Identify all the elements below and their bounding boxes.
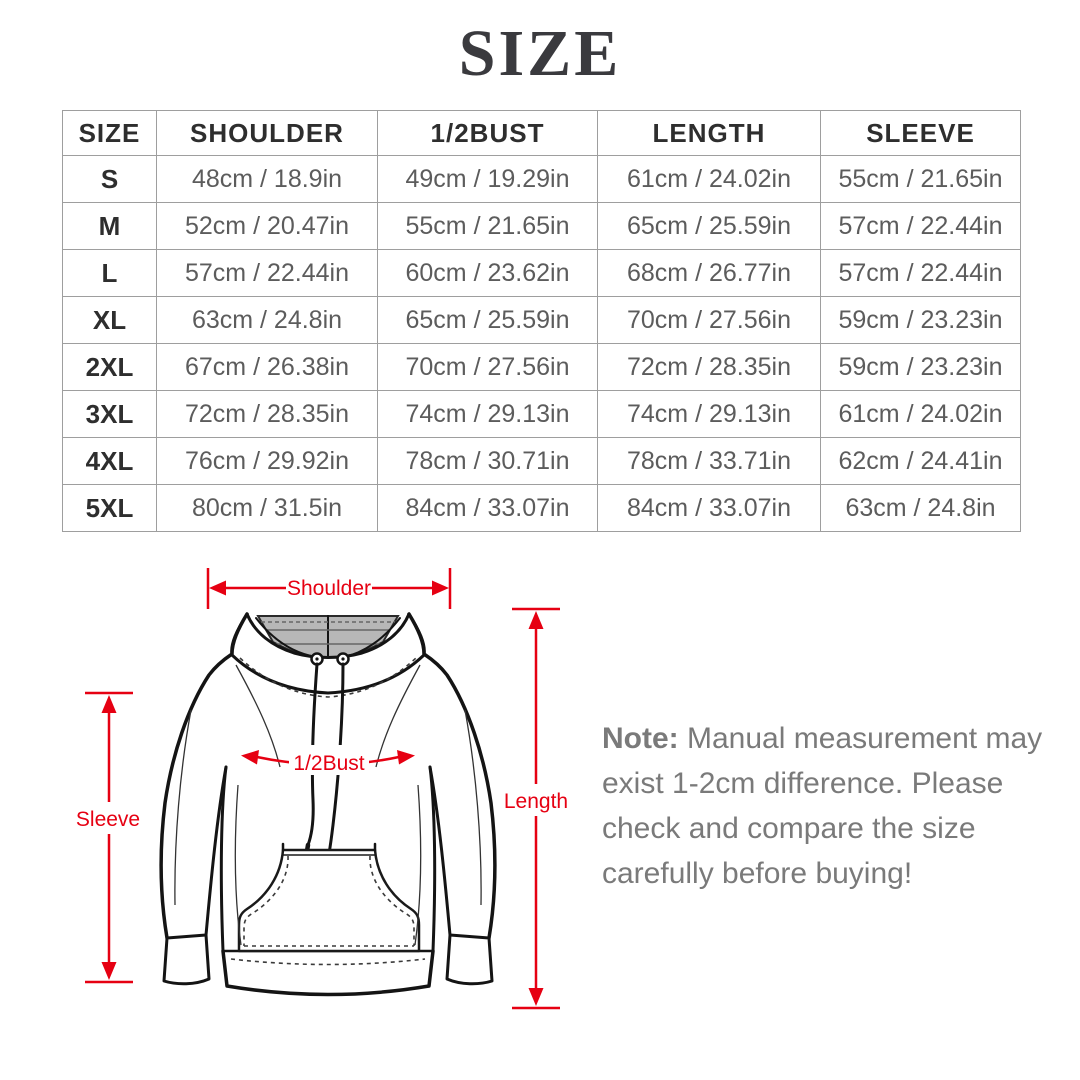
size-label: 5XL bbox=[63, 485, 157, 532]
measurement-cell: 70cm / 27.56in bbox=[378, 344, 598, 391]
measurement-cell: 68cm / 26.77in bbox=[598, 250, 821, 297]
table-row bbox=[63, 391, 1021, 438]
measurement-cell: 63cm / 24.8in bbox=[821, 485, 1021, 532]
measurement-cell: 84cm / 33.07in bbox=[598, 485, 821, 532]
table-row bbox=[63, 297, 1021, 344]
kangaroo-pocket bbox=[239, 850, 419, 951]
size-label: 3XL bbox=[63, 391, 157, 438]
left-sleeve-outline bbox=[161, 614, 247, 938]
column-header: SHOULDER bbox=[157, 111, 378, 156]
measurement-cell: 72cm / 28.35in bbox=[157, 391, 378, 438]
measurement-cell: 65cm / 25.59in bbox=[378, 297, 598, 344]
table-row bbox=[63, 203, 1021, 250]
measurement-cell: 84cm / 33.07in bbox=[378, 485, 598, 532]
note-body: Manual measurement may exist 1-2cm difference. Please check and compare the size carefully before buying! bbox=[602, 722, 1043, 890]
right-body-side bbox=[430, 767, 435, 951]
length-arrow bbox=[501, 609, 571, 1008]
right-sleeve-outline bbox=[409, 614, 495, 938]
measurement-cell: 78cm / 33.71in bbox=[598, 438, 821, 485]
left-cuff bbox=[164, 935, 209, 984]
sleeve-arrow bbox=[75, 693, 143, 982]
measurement-cell: 55cm / 21.65in bbox=[821, 156, 1021, 203]
half-bust-arrow-label: 1/2Bust bbox=[293, 752, 365, 775]
half-bust-arrow bbox=[241, 745, 415, 775]
length-arrow-label: Length bbox=[503, 790, 569, 813]
left-body-side bbox=[221, 767, 226, 951]
hem-band bbox=[223, 951, 433, 995]
size-label: L bbox=[63, 250, 157, 297]
size-table bbox=[62, 110, 1021, 532]
measurement-cell: 49cm / 19.29in bbox=[378, 156, 598, 203]
measurement-cell: 65cm / 25.59in bbox=[598, 203, 821, 250]
note-label: Note: bbox=[602, 722, 679, 755]
measurement-cell: 63cm / 24.8in bbox=[157, 297, 378, 344]
table-row bbox=[63, 438, 1021, 485]
hem-stitching bbox=[231, 959, 425, 965]
table-header-row bbox=[63, 111, 1021, 156]
measurement-cell: 59cm / 23.23in bbox=[821, 344, 1021, 391]
column-header: SLEEVE bbox=[821, 111, 1021, 156]
column-header: 1/2BUST bbox=[378, 111, 598, 156]
table-row bbox=[63, 156, 1021, 203]
measurement-cell: 74cm / 29.13in bbox=[598, 391, 821, 438]
measurement-cell: 48cm / 18.9in bbox=[157, 156, 378, 203]
size-label: S bbox=[63, 156, 157, 203]
column-header: LENGTH bbox=[598, 111, 821, 156]
measurement-cell: 57cm / 22.44in bbox=[157, 250, 378, 297]
measurement-cell: 67cm / 26.38in bbox=[157, 344, 378, 391]
measurement-cell: 76cm / 29.92in bbox=[157, 438, 378, 485]
measurement-cell: 52cm / 20.47in bbox=[157, 203, 378, 250]
measurement-cell: 61cm / 24.02in bbox=[821, 391, 1021, 438]
table-row bbox=[63, 344, 1021, 391]
measurement-cell: 57cm / 22.44in bbox=[821, 250, 1021, 297]
page-title: SIZE bbox=[458, 17, 622, 90]
size-label: 2XL bbox=[63, 344, 157, 391]
measurement-cell: 80cm / 31.5in bbox=[157, 485, 378, 532]
measurement-cell: 62cm / 24.41in bbox=[821, 438, 1021, 485]
measurement-cell: 70cm / 27.56in bbox=[598, 297, 821, 344]
right-cuff bbox=[447, 935, 492, 984]
measurement-cell: 72cm / 28.35in bbox=[598, 344, 821, 391]
measurement-cell: 74cm / 29.13in bbox=[378, 391, 598, 438]
measurement-cell: 55cm / 21.65in bbox=[378, 203, 598, 250]
size-label: 4XL bbox=[63, 438, 157, 485]
size-label: XL bbox=[63, 297, 157, 344]
measurement-cell: 57cm / 22.44in bbox=[821, 203, 1021, 250]
column-header: SIZE bbox=[63, 111, 157, 156]
hoodie-illustration bbox=[161, 614, 495, 995]
measurement-cell: 59cm / 23.23in bbox=[821, 297, 1021, 344]
measurement-cell: 61cm / 24.02in bbox=[598, 156, 821, 203]
shoulder-arrow bbox=[208, 568, 450, 609]
hoodie-measurement-diagram bbox=[60, 545, 580, 1045]
measurement-cell: 78cm / 30.71in bbox=[378, 438, 598, 485]
table-row bbox=[63, 250, 1021, 297]
sleeve-arrow-label: Sleeve bbox=[75, 808, 141, 831]
table-row bbox=[63, 485, 1021, 532]
measurement-cell: 60cm / 23.62in bbox=[378, 250, 598, 297]
size-label: M bbox=[63, 203, 157, 250]
note-text bbox=[602, 716, 1064, 896]
shoulder-arrow-label: Shoulder bbox=[286, 577, 372, 600]
